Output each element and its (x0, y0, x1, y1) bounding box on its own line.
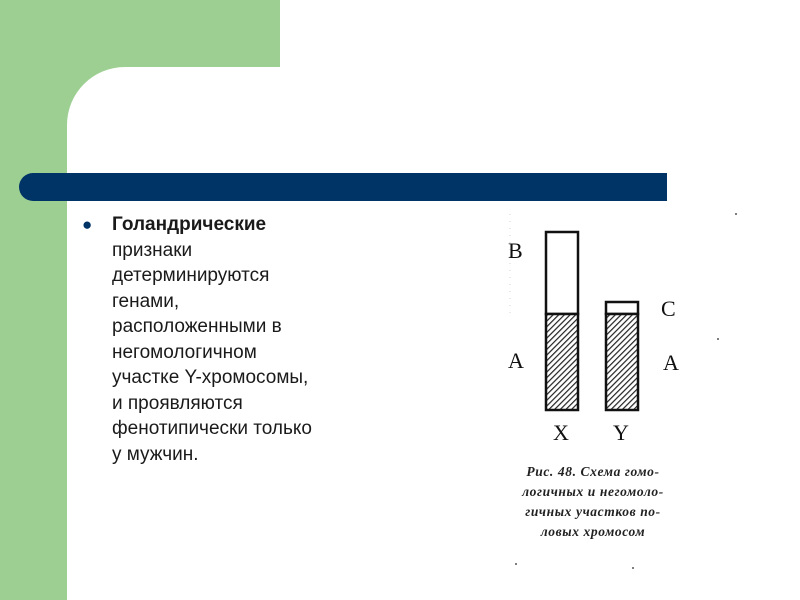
label-a-left: А (508, 348, 524, 373)
bullet-line: фенотипически только (112, 418, 312, 439)
label-b: В (508, 238, 523, 263)
caption-line: гичных участков по- (525, 504, 661, 519)
x-chromosome (546, 232, 578, 410)
label-a-right: А (663, 350, 679, 375)
bullet-dot-icon: ● (82, 215, 93, 234)
caption-line: логичных и негомоло- (522, 484, 664, 499)
y-nonhomologous-region (606, 302, 638, 314)
chromosome-figure (478, 208, 740, 580)
bullet-line: детерминируются (112, 265, 270, 286)
bullet-line: признаки (112, 239, 193, 261)
y-homologous-region (606, 314, 638, 410)
x-homologous-region (546, 314, 578, 410)
bullet-line: у мужчин. (112, 443, 199, 465)
caption-line: ловых хромосом (540, 524, 646, 539)
label-y: Y (613, 420, 629, 445)
title-bar (19, 173, 667, 201)
bullet-line: расположенными в (112, 316, 282, 337)
caption-line: Рис. 48. Схема гомо- (526, 464, 660, 479)
bullet-line: и проявляются (112, 392, 243, 414)
label-c: С (661, 296, 676, 321)
bullet-item (82, 212, 392, 467)
bullet-line: участке Y-хромосомы, (112, 367, 309, 388)
bullet-term: Голандрические (112, 214, 267, 235)
label-x: X (553, 420, 569, 445)
figure-caption (480, 462, 706, 542)
y-chromosome (606, 302, 638, 410)
bullet-line: негомологичном (112, 341, 257, 363)
green-left-strip (0, 0, 67, 600)
x-nonhomologous-region (546, 232, 578, 314)
bullet-line: генами, (112, 290, 180, 312)
bullet-paragraph (112, 212, 392, 467)
